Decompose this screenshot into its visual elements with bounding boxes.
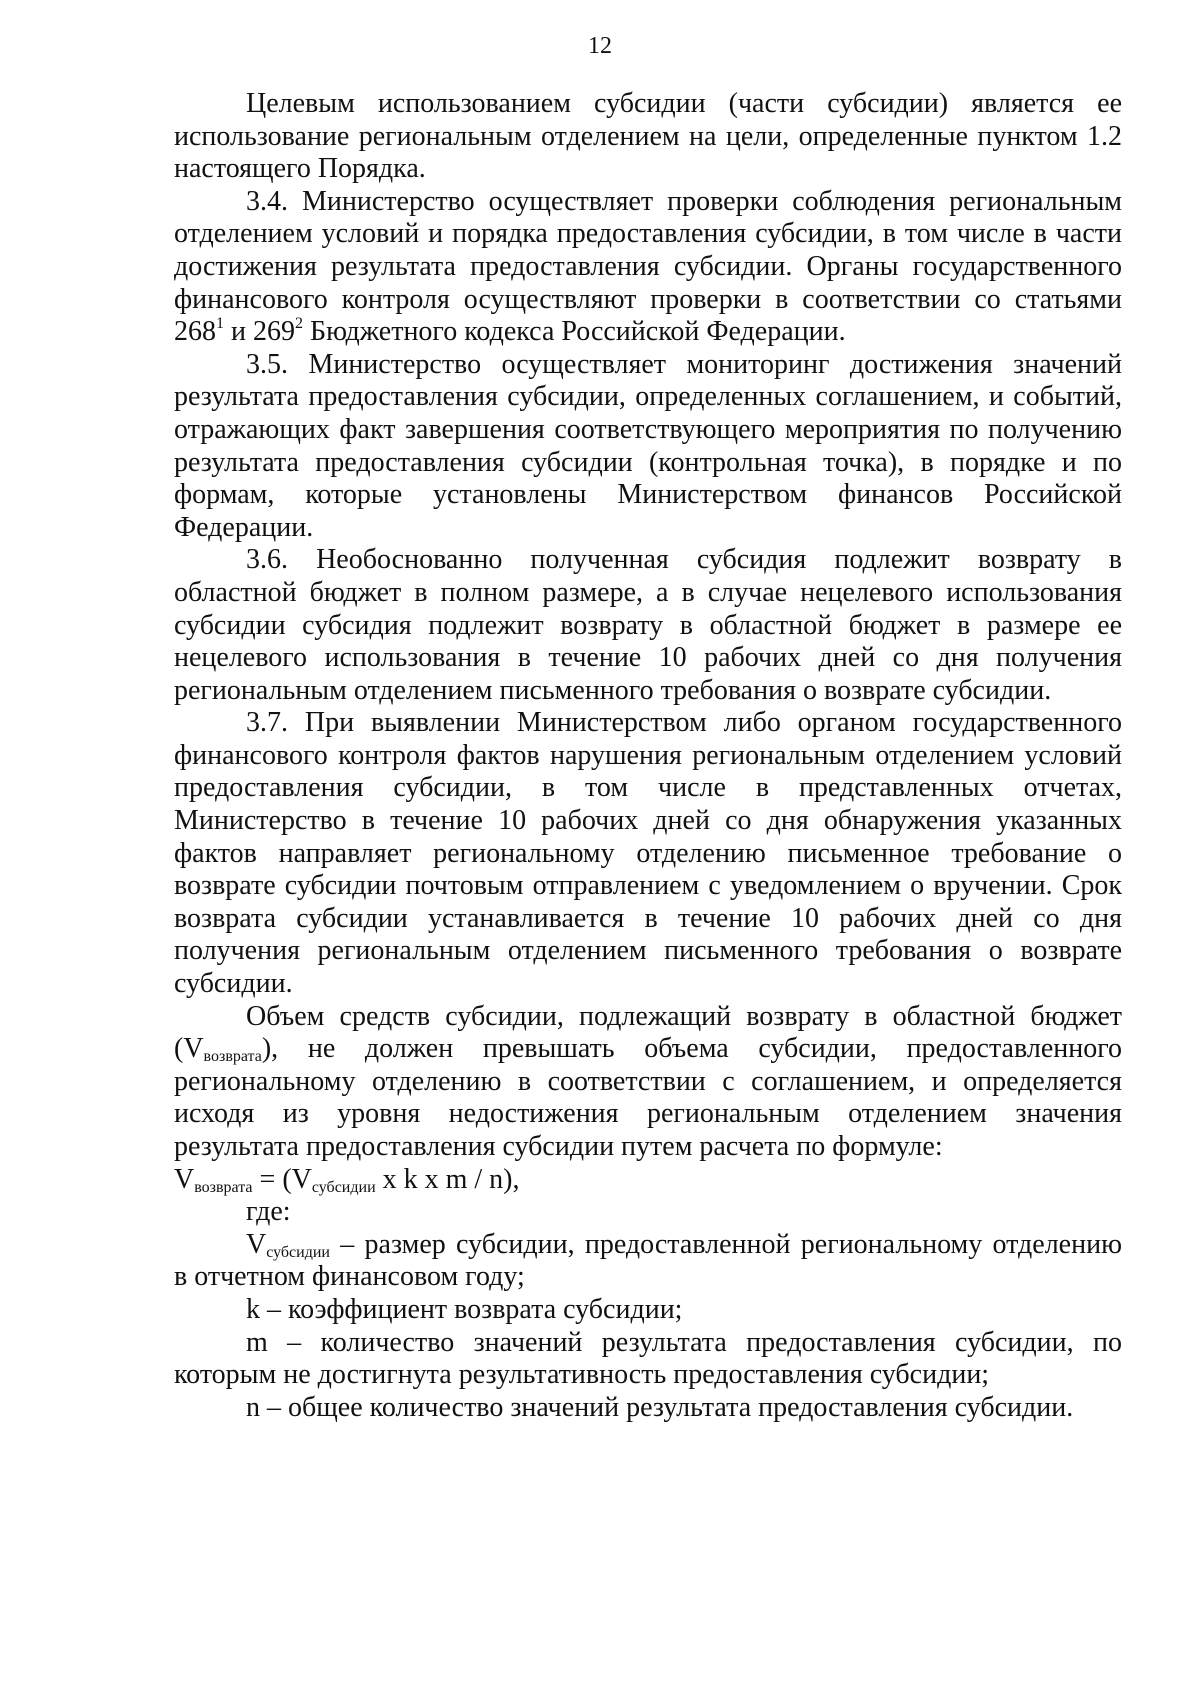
paragraph-volume-start: Объем средств субсидии, подлежащий возврату в областной бюджет (V xyxy=(174,1000,1122,1065)
paragraph-3-5: 3.5. Министерство осуществляет мониторинг достижения значений результата предоставления субсидии, определенных соглашением, и событий, отражающих факт завершения соответствующего мероприятия по получению результата предоставления субсидии (контрольная точка), в порядке и по формам, которые установлены Министерством финансов Российской Федерации. xyxy=(174,348,1122,543)
paragraph-3-4-mid: и 269 xyxy=(224,316,295,348)
def-v-symbol: V xyxy=(246,1228,267,1260)
formula-mid: = (V xyxy=(252,1163,312,1195)
definition-m: m – количество значений результата предоставления субсидии, по которым не достигнута результативность предоставления субсидии; xyxy=(174,1326,1122,1391)
paragraph-volume xyxy=(174,1001,1122,1164)
where-label: где: xyxy=(246,1196,291,1228)
page-number: 12 xyxy=(588,33,612,59)
subscript-vozvrata: возврата xyxy=(203,1048,262,1066)
def-v-text: – размер субсидии, предоставленной региональному отделению в отчетном финансовом году; xyxy=(174,1228,1122,1293)
formula-sub-vozvrata: возврата xyxy=(194,1178,253,1196)
formula-tail: x k x m / n), xyxy=(375,1163,520,1195)
paragraph-3-6: 3.6. Необоснованно полученная субсидия подлежит возврату в областной бюджет в полном размере, а в случае нецелевого использования субсидии субсидия подлежит возврату в областной бюджет в размере ее нецелевого использования в течение 10 рабочих дней со дня получения региональным отделением письменного требования о возврате субсидии. xyxy=(174,544,1122,706)
footnote-mark-2: 2 xyxy=(294,315,303,333)
formula xyxy=(174,1164,1122,1197)
paragraph-3-4-text: 3.4. Министерство осуществляет проверки соблюдения региональным отделением условий и порядка предоставления субсидии, в том числе в части достижения результата предоставления субсидии. Органы государственного финансового контроля осуществляют проверки в соответствии со статьями 268 xyxy=(174,185,1122,348)
paragraph-volume-rest: ), не должен превышать объема субсидии, предоставленного региональному отделению в соответствии с соглашением, и определяется исходя из уровня недостижения региональным отделением значения результата предоставления субсидии путем расчета по формуле: xyxy=(174,1033,1122,1162)
paragraph-3-4-tail: Бюджетного кодекса Российской Федерации. xyxy=(302,316,846,348)
def-v-subscript: субсидии xyxy=(266,1243,330,1261)
paragraph-3-4 xyxy=(174,186,1122,349)
paragraph-3-7: 3.7. При выявлении Министерством либо органом государственного финансового контроля фактов нарушения региональным отделением условий предоставления субсидии, в том числе в представленных отчетах, Министерство в течение 10 рабочих дней со дня обнаружения указанных фактов направляет региональному отделению письменное требование о возврате субсидии почтовым отправлением с уведомлением о вручении. Срок возврата субсидии устанавливается в течение 10 рабочих дней со дня получения региональным отделением письменного требования о возврате субсидии. xyxy=(174,707,1122,1000)
formula-v1: V xyxy=(174,1163,195,1195)
definition-n: n – общее количество значений результата предоставления субсидии. xyxy=(246,1391,1074,1423)
formula-sub-subsidii: субсидии xyxy=(311,1178,376,1196)
document-body xyxy=(174,88,1122,1424)
definition-v-subsidii xyxy=(174,1229,1122,1294)
footnote-mark-1: 1 xyxy=(216,315,224,333)
paragraph-target-use: Целевым использованием субсидии (части субсидии) является ее использование региональным отделением на цели, определенные пунктом 1.2 настоящего Порядка. xyxy=(174,88,1122,185)
definition-k: k – коэффициент возврата субсидии; xyxy=(246,1293,683,1325)
